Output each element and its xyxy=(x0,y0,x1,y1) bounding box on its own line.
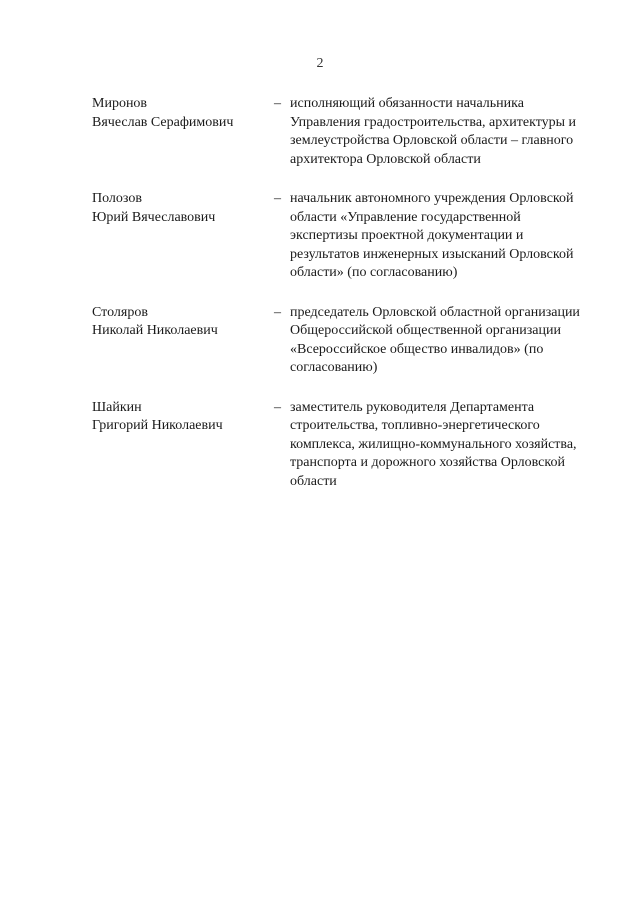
member-position xyxy=(290,95,618,169)
member-surname: Полозов xyxy=(92,191,142,206)
position-line: «Всероссийское общество инвалидов» (по xyxy=(290,341,544,357)
position-line: заместитель руководителя Департамента xyxy=(290,399,535,415)
member-given-names: Юрий Вячеславович xyxy=(92,209,216,225)
position-line: Общероссийской общественной организации xyxy=(290,323,561,338)
member-name xyxy=(92,399,272,492)
member-entry xyxy=(92,190,622,283)
member-entry xyxy=(92,95,622,169)
position-line: области «Управление государственной xyxy=(290,209,521,225)
position-line: области» (по согласованию) xyxy=(290,265,458,280)
dash-separator: – xyxy=(274,399,281,415)
position-line: исполняющий обязанности начальника xyxy=(290,96,524,111)
dash-separator: – xyxy=(274,96,281,111)
position-line: Управления градостроительства, архитектуры и xyxy=(290,114,577,130)
member-position xyxy=(290,399,618,492)
dash-separator: – xyxy=(274,304,281,320)
member-list xyxy=(92,95,622,512)
member-name xyxy=(92,95,272,169)
member-position xyxy=(290,304,618,378)
member-entry xyxy=(92,304,622,378)
member-position xyxy=(290,190,618,283)
position-line: строительства, топливно-энергетического xyxy=(290,418,540,433)
position-line: начальник автономного учреждения Орловской xyxy=(290,191,574,206)
position-line: транспорта и дорожного хозяйства Орловской xyxy=(290,455,565,470)
position-line: комплекса, жилищно-коммунального хозяйства, xyxy=(290,436,577,452)
member-surname: Миронов xyxy=(92,96,148,111)
position-line: председатель Орловской областной организации xyxy=(290,304,580,320)
position-line: согласованию) xyxy=(290,360,378,375)
position-line: экспертизы проектной документации и xyxy=(290,228,524,243)
position-line: результатов инженерных изысканий Орловской xyxy=(290,246,574,262)
member-given-names: Вячеслав Серафимович xyxy=(92,114,234,130)
member-name xyxy=(92,304,272,378)
member-given-names: Николай Николаевич xyxy=(92,323,218,338)
member-name xyxy=(92,190,272,283)
page-number: 2 xyxy=(316,56,324,71)
dash-separator: – xyxy=(274,191,281,206)
position-line: области xyxy=(290,473,337,489)
member-surname: Столяров xyxy=(92,304,148,320)
member-entry xyxy=(92,399,622,492)
position-line: архитектора Орловской области xyxy=(290,151,481,167)
position-line: землеустройства Орловской области – главного xyxy=(290,133,574,148)
member-surname: Шайкин xyxy=(92,399,142,415)
member-given-names: Григорий Николаевич xyxy=(92,418,223,433)
